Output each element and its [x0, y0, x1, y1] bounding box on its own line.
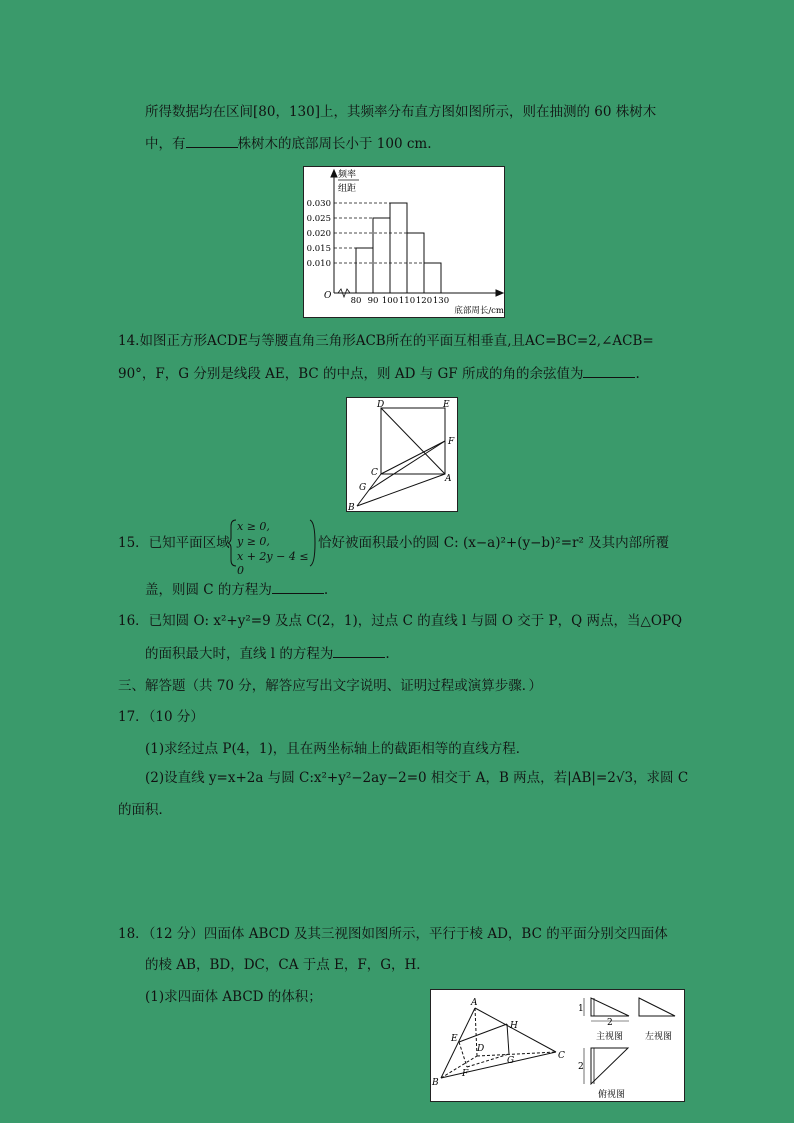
y-axis-arrow: [331, 170, 337, 177]
x-tick-120: 120: [415, 296, 433, 306]
q14-line2: [118, 365, 640, 383]
label-d: D: [477, 1044, 485, 1054]
bar-120-130: [424, 263, 441, 293]
q18-line1: 18．（12 分）四面体 ABCD 及其三视图如图所示，平行于棱 AD，BC 的平面分别交四面体: [118, 926, 668, 942]
ylabel-bottom: 组距: [338, 184, 357, 194]
bar-80-90: [356, 248, 373, 293]
origin-label: O: [324, 291, 332, 301]
q17-part1: (1)求经过点 P(4，1)，且在两坐标轴上的截距相等的直线方程．: [145, 741, 530, 757]
bar-100-110: [390, 203, 407, 293]
label-f: F: [448, 437, 455, 447]
ineq-1: x ≥ 0,: [237, 520, 270, 533]
x-tick-90: 90: [367, 296, 379, 306]
dim-top-height: 2: [578, 1062, 584, 1072]
q13-line2-start: 中，有: [145, 136, 186, 152]
bar-90-100: [373, 218, 390, 293]
label-b: B: [348, 503, 355, 511]
histogram-chart: [304, 167, 504, 317]
label-a: A: [471, 998, 478, 1008]
q14-line2-start: 90°，F，G 分别是线段 AE，BC 的中点，则 AD 与 GF 所成的角的余弦值为: [118, 366, 584, 382]
q16-line1: 16．已知圆 O: x²+y²=9 及点 C(2，1)，过点 C 的直线 l 与圆 O 交于 P，Q 两点，当△OPQ: [118, 613, 683, 629]
segment-fg: [467, 1054, 509, 1067]
dim-front-width: 2: [607, 1018, 613, 1028]
q17-part2: (2)设直线 y=x+2a 与圆 C:x²+y²−2ay−2=0 相交于 A，B 两点，若|AB|=2√3，求圆 C: [145, 770, 689, 786]
q16-answer-blank[interactable]: [333, 645, 385, 658]
left-view-label: 左视图: [645, 1032, 673, 1042]
xlabel: 底部周长/cm: [454, 306, 504, 316]
top-view-triangle: [591, 1048, 628, 1084]
label-c: C: [371, 468, 378, 478]
label-b: B: [432, 1078, 439, 1088]
segment-cf: [381, 441, 445, 474]
left-view-triangle: [639, 998, 675, 1016]
diagonal-da: [381, 408, 445, 474]
q16-line2-end: .: [385, 646, 390, 662]
ineq-3: x + 2y − 4 ≤ 0: [237, 550, 309, 577]
q15-line2-end: .: [323, 582, 329, 598]
histogram-figure: [303, 166, 505, 318]
ineq-2: y ≥ 0,: [237, 535, 270, 548]
q17-heading: 17．（10 分）: [118, 709, 204, 725]
top-view-label: 俯视图: [598, 1090, 626, 1100]
q15-answer-blank[interactable]: [272, 581, 324, 594]
y-tick-0.010: 0.010: [306, 259, 331, 269]
q14-answer-blank[interactable]: [583, 365, 635, 378]
label-h: H: [510, 1021, 518, 1031]
x-tick-130: 130: [432, 296, 450, 306]
edge-bc: [441, 1052, 556, 1078]
q16-line2: [145, 645, 390, 663]
q16-line2-start: 的面积最大时，直线 l 的方程为: [145, 646, 334, 662]
q17-part2-cont: 的面积．: [118, 802, 172, 818]
q13-line2: [145, 135, 432, 153]
section-3-heading: 三、解答题（共 70 分，解答应写出文字说明、证明过程或演算步骤．）: [118, 678, 543, 694]
q13-line2-end: 株树木的底部周长小于 100 cm.: [237, 136, 432, 152]
q14-line2-end: .: [635, 366, 640, 382]
x-tick-110: 110: [398, 296, 416, 306]
x-axis-arrow: [496, 290, 503, 296]
label-e: E: [443, 400, 450, 410]
y-tick-0.025: 0.025: [306, 214, 331, 224]
y-tick-0.030: 0.030: [306, 199, 331, 209]
q15-line2-start: 盖，则圆 C 的方程为: [145, 582, 272, 598]
left-brace: [228, 520, 236, 566]
label-g: G: [507, 1056, 515, 1066]
q14-line1: 14.如图正方形ACDE与等腰直角三角形ACB所在的平面互相垂直,且AC=BC=2,∠ACB=: [118, 333, 654, 349]
q15-prefix: 15．已知平面区域: [118, 535, 230, 551]
x-tick-100: 100: [381, 296, 399, 306]
edge-dc: [477, 1052, 556, 1056]
label-c: C: [558, 1051, 565, 1061]
segment-gf: [369, 441, 445, 490]
dim-front-height: 1: [578, 1004, 584, 1014]
y-tick-0.015: 0.015: [306, 244, 331, 254]
label-f: F: [462, 1069, 469, 1079]
figure-14: [346, 397, 458, 512]
ylabel-top: 频率: [338, 170, 357, 180]
figure-18: [430, 989, 685, 1102]
label-e: E: [451, 1034, 458, 1044]
label-d: D: [377, 400, 385, 410]
q13-answer-blank[interactable]: [186, 135, 238, 148]
label-g: G: [359, 483, 367, 493]
x-tick-80: 80: [350, 296, 362, 306]
segment-ab: [357, 474, 445, 506]
q18-line2: 的棱 AB，BD，DC，CA 于点 E，F，G，H．: [145, 957, 430, 973]
segment-ef: [459, 1042, 467, 1067]
y-tick-0.020: 0.020: [306, 229, 331, 239]
q15-inequality-system: [228, 518, 318, 577]
segment-hg: [507, 1024, 509, 1054]
label-a: A: [445, 474, 452, 484]
front-view-label: 主视图: [596, 1032, 624, 1042]
edge-ab: [441, 1008, 475, 1078]
front-view-triangle: [591, 998, 629, 1016]
q15-suffix: 恰好被面积最小的圆 C: (x−a)²+(y−b)²=r² 及其内部所覆: [318, 535, 670, 551]
q13-line1: 所得数据均在区间[80，130]上，其频率分布直方图如图所示，则在抽测的 60 株树木: [145, 104, 657, 120]
q15-line2: [145, 581, 328, 599]
q18-part1: (1)求四面体 ABCD 的体积；: [145, 989, 322, 1005]
